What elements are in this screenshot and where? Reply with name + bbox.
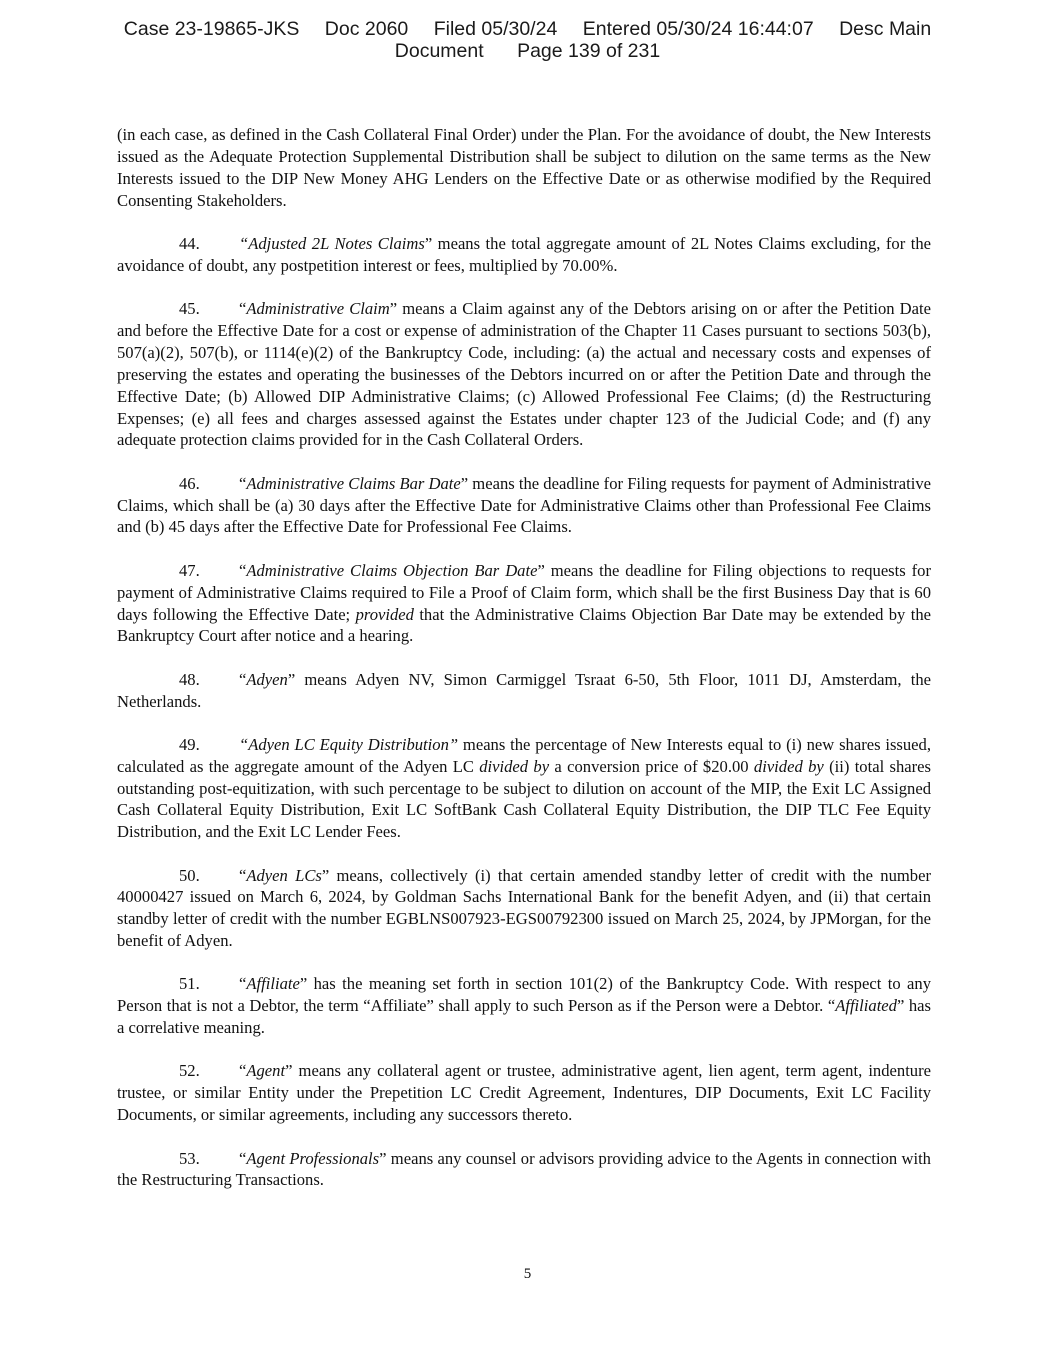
paragraph-number: 44. — [179, 233, 200, 253]
paragraph-number: 45. — [179, 299, 200, 319]
definition-48: 48. “Adyen” means Adyen NV, Simon Carmiggel Tsraat 6-50, 5th Floor, 1011 DJ, Amsterdam, the Netherlands. — [117, 669, 931, 711]
defined-term: “Adjusted 2L Notes Claims — [239, 233, 425, 253]
entered-date: Entered 05/30/24 16:44:07 — [582, 18, 814, 40]
definition-44: 44. “Adjusted 2L Notes Claims” means the total aggregate amount of 2L Notes Claims excluding, for the avoidance of doubt, any postpetition interest or fees, multiplied by 70.00%. — [117, 233, 931, 275]
definition-53: 53. “Agent Professionals” means any counsel or advisors providing advice to the Agents in connection with the Restructuring Transactions. — [117, 1148, 931, 1190]
defined-term: Agent — [246, 1061, 286, 1081]
defined-term: Affiliate — [246, 974, 300, 994]
case-number: Case 23-19865-JKS — [123, 18, 300, 40]
desc-label: Desc Main — [839, 18, 932, 40]
defined-term: Administrative Claims Objection Bar Date — [246, 560, 538, 580]
defined-term: “Adyen LC Equity Distribution” — [239, 734, 459, 754]
paragraph-number: 47. — [179, 560, 200, 580]
paragraph-number: 51. — [179, 974, 200, 994]
definition-49: 49. “Adyen LC Equity Distribution” means the percentage of New Interests equal to (i) new shares issued, calculated as the aggregate amount of the Adyen LC divided by a conversion price of $20.00 divided by (ii) total shares outstanding post-equitization, with such percentage to be subject to dilution on account of the MIP, the Exit LC Assigned Cash Collateral Equity Distribution, Exit LC SoftBank Cash Collateral Equity Distribution, the DIP TLC Fee Equity Distribution, and the Exit LC Lender Fees. — [117, 734, 931, 842]
header-line-2 — [0, 40, 1055, 62]
paragraph-number: 46. — [179, 473, 200, 493]
definition-51: 51. “Affiliate” has the meaning set forth in section 101(2) of the Bankruptcy Code. With respect to any Person that is not a Debtor, the term “Affiliate” shall apply to such Person as if the Person were a Debtor. “Affiliated” has a correlative meaning. — [117, 974, 931, 1038]
filed-date: Filed 05/30/24 — [433, 18, 558, 40]
paragraph-number: 48. — [179, 669, 200, 689]
defined-term: Administrative Claim — [246, 299, 390, 319]
paragraph-number: 52. — [179, 1061, 200, 1081]
defined-term: Adyen LCs — [246, 865, 322, 885]
paragraph-number: 53. — [179, 1148, 200, 1168]
page-indicator: Page 139 of 231 — [517, 40, 661, 62]
page-number: 5 — [523, 1266, 532, 1282]
defined-term: Agent Professionals — [246, 1148, 380, 1168]
definition-47: 47. “Administrative Claims Objection Bar Date” means the deadline for Filing objections to requests for payment of Administrative Claims required to File a Proof of Claim form, which shall be the first Business Day that is 60 days following the Effective Date; provided that the Administrative Claims Objection Bar Date may be extended by the Bankruptcy Court after notice and a hearing. — [117, 560, 931, 646]
definition-46: 46. “Administrative Claims Bar Date” means the deadline for Filing requests for payment of Administrative Claims, which shall be (a) 30 days after the Effective Date for Administrative Claims other than Professional Fee Claims and (b) 45 days after the Effective Date for Professional Fee Claims. — [117, 473, 931, 537]
intro-paragraph: (in each case, as defined in the Cash Collateral Final Order) under the Plan. For the avoidance of doubt, the New Interests issued as the Adequate Protection Supplemental Distribution shall be subject to dilution on the same terms as the New Interests issued to the DIP New Money AHG Lenders on the Effective Date or as otherwise modified by the Required Consenting Stakeholders. — [117, 125, 931, 210]
court-filing-header — [0, 18, 1055, 62]
defined-term: Adyen — [246, 669, 288, 689]
defined-term: Administrative Claims Bar Date — [246, 473, 461, 493]
definition-50: 50. “Adyen LCs” means, collectively (i) that certain amended standby letter of credit with the number 40000427 issued on March 6, 2024, by Goldman Sachs International Bank for the benefit Adyen, and (ii) that certain standby letter of credit with the number EGBLNS007923-EGS00792300 issued on March 25, 2024, by JPMorgan, for the benefit of Adyen. — [117, 865, 931, 951]
header-line-1 — [0, 18, 1055, 40]
definition-52: 52. “Agent” means any collateral agent or trustee, administrative agent, lien agent, term agent, indenture trustee, or similar Entity under the Prepetition LC Credit Agreement, Indentures, DIP Documents, Exit LC Facility Documents, or similar agreements, including any successors thereto. — [117, 1061, 931, 1125]
definition-45: 45. “Administrative Claim” means a Claim against any of the Debtors arising on or after the Petition Date and before the Effective Date for a cost or expense of administration of the Chapter 11 Cases pursuant to sections 503(b), 507(a)(2), 507(b), or 1114(e)(2) of the Bankruptcy Code, including: (a) the actual and necessary costs and expenses of preserving the estates and operating the businesses of the Debtors incurred on or after the Petition Date and through the Effective Date; (b) Allowed DIP Administrative Claims; (c) Allowed Professional Fee Claims; (d) the Restructuring Expenses; (e) all fees and charges assessed against the Estates under chapter 123 of the Judicial Code; and (f) any adequate protection claims provided for in the Cash Collateral Orders. — [117, 299, 931, 450]
paragraph-number: 49. — [179, 734, 200, 754]
paragraph-number: 50. — [179, 865, 200, 885]
document-body — [117, 124, 931, 1213]
doc-number: Doc 2060 — [324, 18, 409, 40]
document-label: Document — [394, 40, 484, 62]
